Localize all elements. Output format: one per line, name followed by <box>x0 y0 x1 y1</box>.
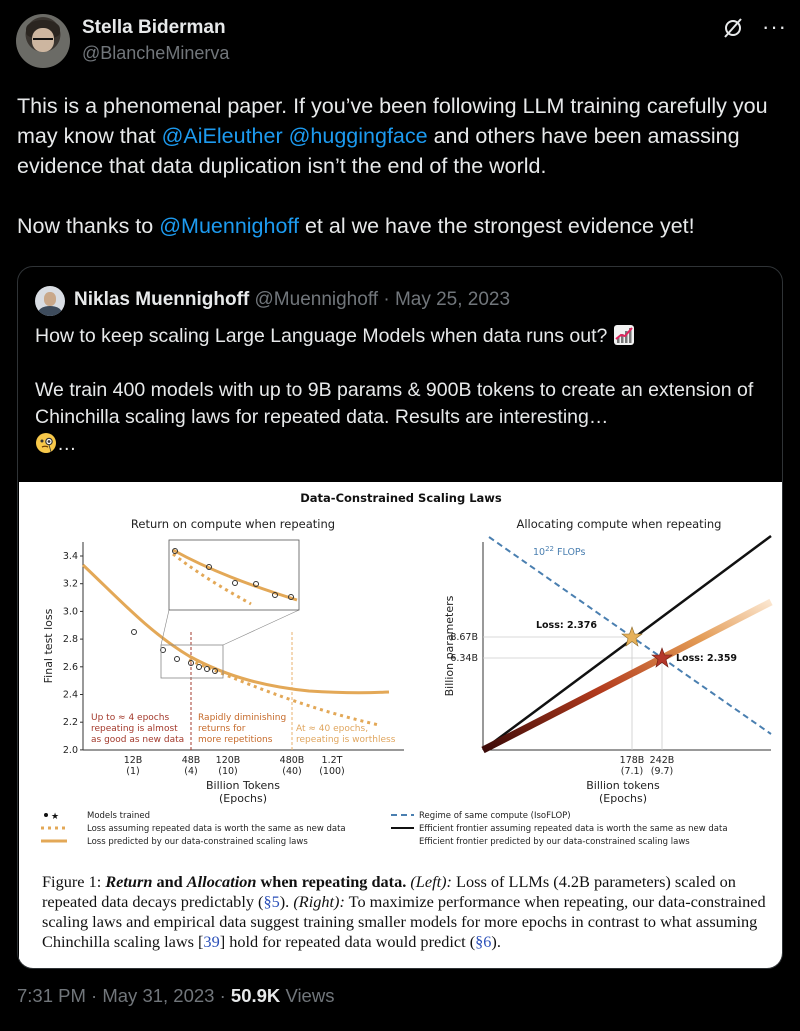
left-panel-title: Return on compute when repeating <box>130 517 336 531</box>
quoted-date[interactable]: May 25, 2023 <box>394 289 511 310</box>
left-y-tick-label: 2.6 <box>62 661 78 673</box>
tweet-paragraph-1 <box>17 91 787 181</box>
zoom-inset <box>169 540 299 610</box>
left-x-tick-label: (40) <box>282 766 302 777</box>
mention-link[interactable]: @Muennighoff <box>159 214 299 238</box>
legend-models-trained: Models trained <box>87 811 151 821</box>
left-y-tick-label: 2.2 <box>62 717 78 729</box>
left-x-tick-label: (4) <box>184 766 198 777</box>
grok-icon[interactable] <box>722 17 744 39</box>
left-x-tick-label: (1) <box>126 766 140 777</box>
left-y-tick-label: 2.8 <box>62 634 78 646</box>
tweet-text-run: and others have been amassing evidence that data duplication isn’t the end of the world. <box>17 124 740 178</box>
right-x-axis-label-1: Billion tokens <box>586 779 660 792</box>
figure-legend <box>41 811 728 847</box>
left-x-tick-label: 120B <box>215 755 241 766</box>
left-model-points <box>132 630 218 674</box>
tweet-paragraph-2 <box>17 211 787 241</box>
right-xtick-178-epochs: (7.1) <box>620 766 644 777</box>
left-x-tick-labels <box>124 755 345 777</box>
tweet-text-run: et al we have the strongest evidence yet! <box>299 214 695 238</box>
author-name[interactable]: Stella Biderman <box>82 17 226 38</box>
left-x-tick-label: 480B <box>279 755 305 766</box>
left-x-axis-label-1: Billion Tokens <box>206 779 280 792</box>
quoted-line-3: … <box>57 433 77 455</box>
caption-text-run: Figure 1: <box>42 872 106 891</box>
svg-text:repeating is almost: repeating is almost <box>91 724 178 734</box>
svg-text:as good as new data: as good as new data <box>91 735 185 745</box>
annotation-4-epochs <box>91 713 184 745</box>
mention-link[interactable]: @huggingface <box>288 124 428 148</box>
left-y-axis-label: Final test loss <box>42 608 55 684</box>
left-x-tick-label: 12B <box>123 755 143 766</box>
avatar-glasses <box>33 38 53 44</box>
svg-text:At ≈ 40 epochs,: At ≈ 40 epochs, <box>296 724 369 734</box>
left-y-tick-labels <box>63 551 83 756</box>
tweet-time[interactable]: 7:31 PM <box>17 985 86 1006</box>
caption-text-run: ). <box>279 892 294 911</box>
left-y-tick-label: 2.4 <box>62 689 78 701</box>
more-options-icon[interactable]: ··· <box>762 14 787 39</box>
quoted-author-handle: @Muennighoff <box>254 289 379 310</box>
author-avatar[interactable] <box>16 14 70 68</box>
tweet-date[interactable]: May 31, 2023 <box>102 985 215 1006</box>
annotation-diminishing <box>198 713 286 745</box>
annotation-40-epochs <box>296 724 396 745</box>
caption-text-run: To maximize performance when repeating, our data-constrained scaling laws and empirical data suggest training smaller models for more epochs in contrast to what assuming Chinchilla scaling laws [ <box>42 892 766 951</box>
caption-text-run: Allocation <box>186 872 257 891</box>
quoted-author-avatar[interactable] <box>35 286 65 316</box>
legend-repeated-equal: Loss assuming repeated data is worth the same as new data <box>87 824 346 834</box>
svg-text:Rapidly diminishing: Rapidly diminishing <box>198 713 287 723</box>
paper-figure-image[interactable] <box>19 482 783 969</box>
right-ytick-634: 6.34B <box>450 653 478 664</box>
caption-text-run: ] hold for repeated data would predict ( <box>219 932 476 951</box>
quoted-header <box>74 289 510 311</box>
right-xtick-178: 178B <box>619 755 645 766</box>
left-y-tick-label: 3.0 <box>62 606 78 618</box>
quoted-text <box>35 323 775 458</box>
chart-increasing-emoji-icon <box>613 324 635 346</box>
right-ytick-867: 8.67B <box>450 632 478 643</box>
right-y-axis-label: Billion parameters <box>443 595 456 697</box>
legend-chinchilla-frontier: Efficient frontier assuming repeated data is worth the same as new data <box>419 824 728 834</box>
quoted-line-1: How to keep scaling Large Language Models when data runs out? <box>35 325 608 347</box>
left-chart <box>42 540 404 805</box>
face-with-monocle-emoji-icon <box>35 432 57 454</box>
caption-text-run: Loss of LLMs (4.2B parameters) scaled on repeated data decays predictably ( <box>42 872 736 911</box>
left-x-tick-label: (100) <box>319 766 345 777</box>
footer-sep-2: · <box>219 985 226 1006</box>
left-y-tick-label: 3.2 <box>62 578 78 590</box>
caption-text-run: and <box>152 872 187 891</box>
views-label: Views <box>285 985 335 1006</box>
loss-label-2359: Loss: 2.359 <box>676 653 738 664</box>
left-x-tick-label: 48B <box>181 755 201 766</box>
author-handle[interactable]: @BlancheMinerva <box>82 43 230 63</box>
right-xtick-242-epochs: (9.7) <box>650 766 674 777</box>
right-xtick-242: 242B <box>649 755 675 766</box>
caption-citation-link[interactable]: 39 <box>203 932 220 951</box>
quoted-tweet[interactable] <box>17 266 783 969</box>
loss-label-2376: Loss: 2.376 <box>535 620 597 631</box>
caption-text-run: (Right): <box>293 892 345 911</box>
caption-text-run: (Left): <box>410 872 452 891</box>
flops-label: $10^{22}$ FLOPs <box>533 545 586 558</box>
right-panel-title: Allocating compute when repeating <box>516 517 722 531</box>
svg-text:returns for: returns for <box>198 724 246 734</box>
caption-citation-link[interactable]: §5 <box>263 892 280 911</box>
tweet-text-run: Now thanks to <box>17 214 160 238</box>
caption-text-run: ). <box>491 932 501 951</box>
views-count[interactable]: 50.9K <box>230 985 281 1006</box>
quoted-avatar-shirt <box>38 306 62 316</box>
left-x-tick-label: (10) <box>218 766 238 777</box>
footer-sep-1: · <box>91 985 98 1006</box>
quoted-author-name[interactable]: Niklas Muennighoff <box>74 289 250 310</box>
tweet-text <box>17 91 787 241</box>
figure-title: Data-Constrained Scaling Laws <box>300 491 502 505</box>
figure-caption <box>42 872 776 952</box>
tweet-footer <box>17 985 334 1007</box>
caption-text-run: when repeating data. <box>256 872 411 891</box>
right-x-axis-label-2: (Epochs) <box>599 792 647 805</box>
caption-text-run: Return <box>105 872 153 891</box>
left-y-tick-label: 2.0 <box>62 744 78 756</box>
caption-citation-link[interactable]: §6 <box>475 932 492 951</box>
right-chart <box>443 536 771 805</box>
mention-link[interactable]: @AiEleuther <box>161 124 283 148</box>
legend-data-constrained: Loss predicted by our data-constrained scaling laws <box>87 837 308 847</box>
legend-data-constrained-frontier: Efficient frontier predicted by our data-constrained scaling laws <box>419 837 690 847</box>
legend-isoflop: Regime of same compute (IsoFLOP) <box>419 811 571 821</box>
left-x-tick-label: 1.2T <box>321 755 343 766</box>
left-x-axis-label-2: (Epochs) <box>219 792 267 805</box>
svg-text:★: ★ <box>51 812 60 822</box>
svg-text:repeating is worthless: repeating is worthless <box>296 735 396 745</box>
data-constrained-frontier-line <box>483 602 771 750</box>
quoted-avatar-face <box>44 292 56 306</box>
left-y-tick-label: 3.4 <box>62 551 78 562</box>
tweet-text-run: This is a phenomenal paper. If you’ve been following LLM training carefully you may know that <box>17 94 768 148</box>
svg-text:more repetitions: more repetitions <box>198 735 273 745</box>
quoted-line-2: We train 400 models with up to 9B params & 900B tokens to create an extension of Chinchilla scaling laws for repeated data. Results are interesting… <box>35 379 754 428</box>
svg-text:Up to ≈ 4 epochs: Up to ≈ 4 epochs <box>91 713 170 723</box>
quoted-separator: · <box>383 289 390 310</box>
